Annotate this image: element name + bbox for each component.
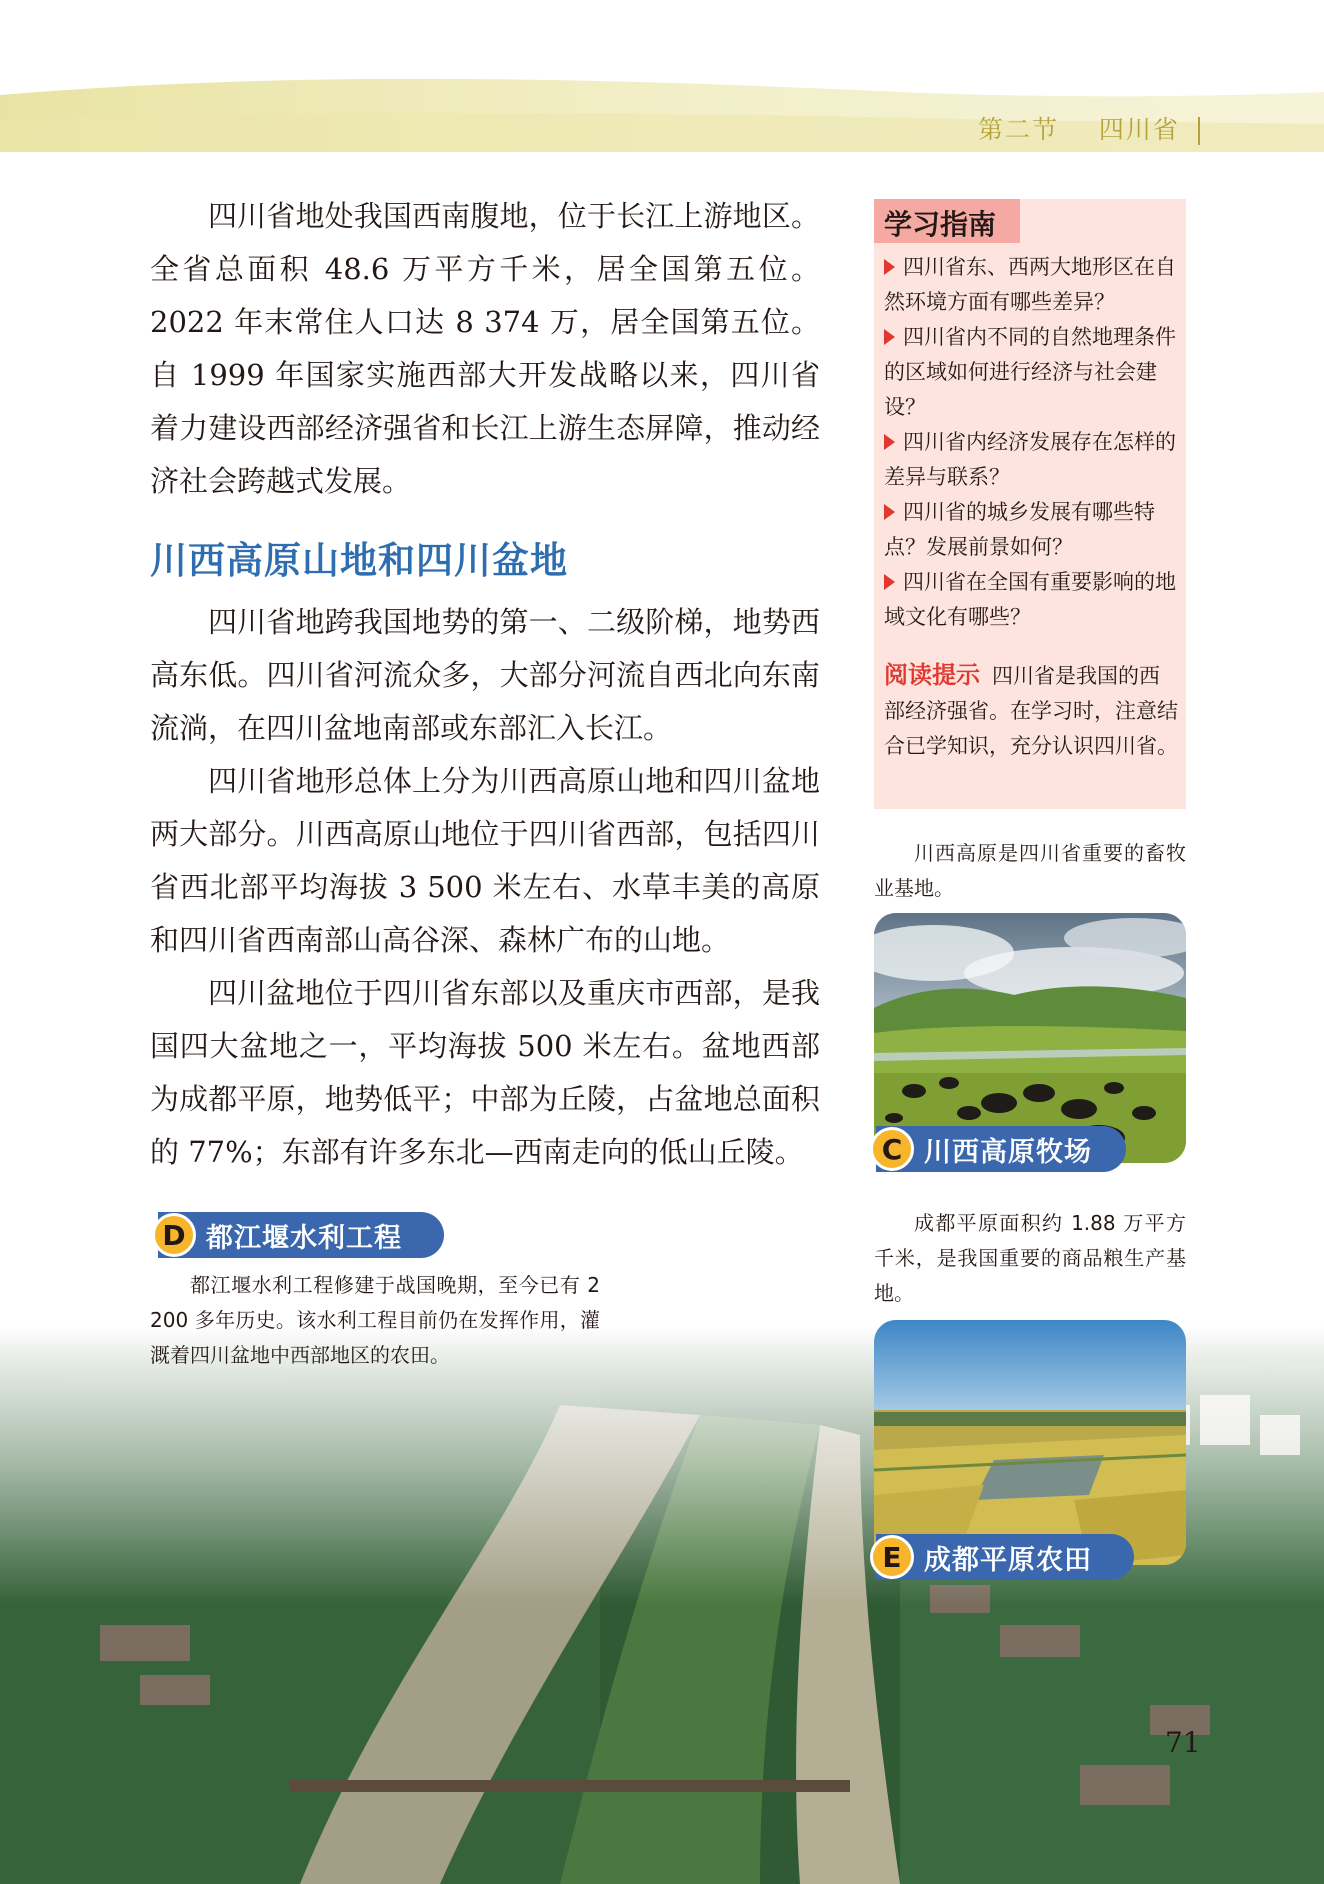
tag-divider bbox=[1198, 117, 1200, 145]
body-paragraph: 四川省地形总体上分为川西高原山地和四川盆地两大部分。川西高原山地位于四川省西部，包括四川省西北部平均海拔 3 500 米左右、水草丰美的高原和四川省西南部山高谷深、森林广布的山地。 bbox=[150, 764, 820, 957]
figure-c-caption: 川西高原是四川省重要的畜牧业基地。 bbox=[874, 841, 1186, 900]
guide-item: 四川省的城乡发展有哪些特点？发展前景如何？ bbox=[884, 500, 1155, 559]
main-text-column bbox=[150, 190, 820, 1179]
figure-c-badge bbox=[876, 1126, 1126, 1172]
triangle-bullet-icon bbox=[884, 259, 895, 275]
figure-d-letter: D bbox=[152, 1213, 196, 1257]
figure-d-badge bbox=[158, 1212, 444, 1258]
study-guide-title: 学习指南 bbox=[874, 199, 1020, 243]
guide-item: 四川省内不同的自然地理条件的区域如何进行经济与社会建设？ bbox=[884, 325, 1176, 419]
figure-e-photo bbox=[874, 1320, 1186, 1565]
triangle-bullet-icon bbox=[884, 329, 895, 345]
reading-tip bbox=[884, 658, 1180, 764]
figure-c-title: 川西高原牧场 bbox=[924, 1136, 1092, 1168]
page-number: 71 bbox=[1165, 1726, 1201, 1759]
triangle-bullet-icon bbox=[884, 504, 895, 520]
figure-e-letter: E bbox=[870, 1535, 914, 1579]
figure-d-title: 都江堰水利工程 bbox=[206, 1222, 402, 1254]
section-tag bbox=[978, 110, 1200, 146]
guide-item: 四川省东、西两大地形区在自然环境方面有哪些差异？ bbox=[884, 255, 1176, 314]
intro-paragraph: 四川省地处我国西南腹地，位于长江上游地区。全省总面积 48.6 万平方千米，居全国第五位。2022 年末常住人口达 8 374 万，居全国第五位。自 1999 年国家实施西部大开发战略以来，四川省着力建设西部经济强省和长江上游生态屏障，推动经济社会跨越式发展。 bbox=[150, 199, 820, 498]
figure-d-caption: 都江堰水利工程修建于战国晚期，至今已有 2 200 多年历史。该水利工程目前仍在发挥作用，灌溉着四川盆地中西部地区的农田。 bbox=[150, 1273, 600, 1367]
section-number: 第二节 bbox=[978, 115, 1060, 144]
body-paragraph: 四川省地跨我国地势的第一、二级阶梯，地势西高东低。四川省河流众多，大部分河流自西北向东南流淌，在四川盆地南部或东部汇入长江。 bbox=[150, 605, 820, 745]
triangle-bullet-icon bbox=[884, 434, 895, 450]
reading-tip-label: 阅读提示 bbox=[884, 661, 980, 689]
figure-c-letter: C bbox=[870, 1127, 914, 1171]
section-heading: 川西高原山地和四川盆地 bbox=[150, 539, 568, 582]
figure-e-title: 成都平原农田 bbox=[924, 1544, 1092, 1576]
figure-e-badge bbox=[876, 1534, 1134, 1580]
body-paragraph: 四川盆地位于四川省东部以及重庆市西部，是我国四大盆地之一，平均海拔 500 米左右。盆地西部为成都平原，地势低平；中部为丘陵，占盆地总面积的 77%；东部有许多东北—西南走向的低山丘陵。 bbox=[150, 976, 820, 1169]
guide-item: 四川省内经济发展存在怎样的差异与联系？ bbox=[884, 430, 1176, 489]
guide-item: 四川省在全国有重要影响的地域文化有哪些？ bbox=[884, 570, 1176, 629]
province-name: 四川省 bbox=[1098, 115, 1180, 144]
figure-e-caption: 成都平原面积约 1.88 万平方千米，是我国重要的商品粮生产基地。 bbox=[874, 1211, 1186, 1305]
triangle-bullet-icon bbox=[884, 574, 895, 590]
reading-tip-text: 四川省是我国的西部经济强省。在学习时，注意结合已学知识，充分认识四川省。 bbox=[884, 664, 1178, 758]
study-guide-list bbox=[884, 250, 1180, 635]
